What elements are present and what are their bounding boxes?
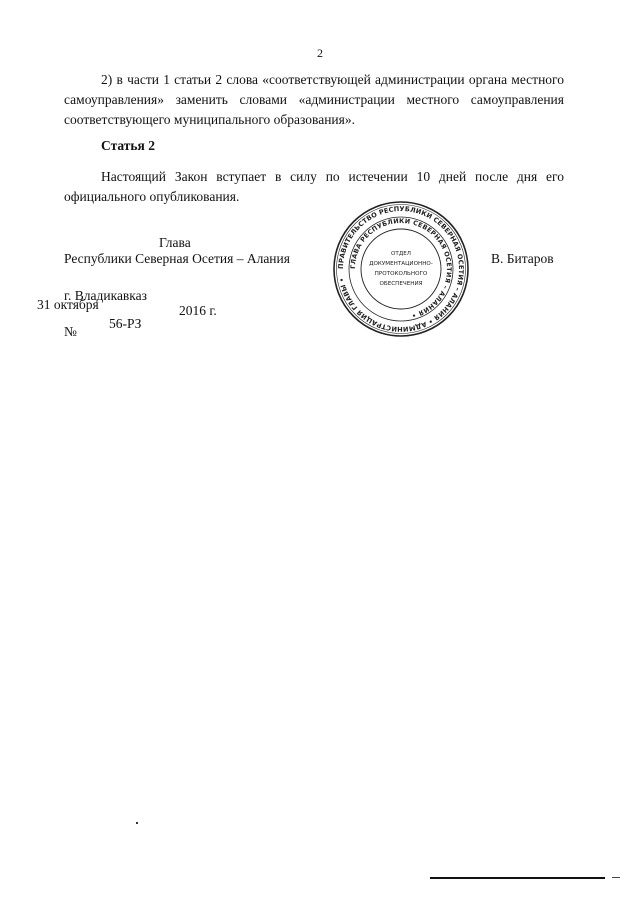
date-day: 31 октября <box>37 297 99 312</box>
amendment-paragraph: 2) в части 1 статьи 2 слова «соответствующей администрации органа местного самоуправления» заменить словами «администрации местного самоуправления соответствующего муниципального образования». <box>64 72 564 127</box>
signatory-name: В. Битаров <box>491 251 554 266</box>
seal-outer-text: ПРАВИТЕЛЬСТВО РЕСПУБЛИКИ СЕВЕРНАЯ ОСЕТИЯ – АЛАНИЯ • АДМИНИСТРАЦИЯ ГЛАВЫ • <box>336 204 466 334</box>
svg-text:ГЛАВА РЕСПУБЛИКИ СЕВЕРНАЯ ОСЕТ <box>349 217 453 320</box>
number-sign: № <box>64 324 77 339</box>
law-number: 56-РЗ <box>109 316 142 331</box>
scan-artifact-dot <box>136 822 138 824</box>
date-year: 2016 г. <box>179 303 217 318</box>
seal-center-line: ОТДЕЛ <box>391 251 411 257</box>
footer-rule <box>430 877 605 879</box>
page-number: 2 <box>317 46 323 60</box>
official-seal <box>331 199 471 339</box>
seal-center-line: ДОКУМЕНТАЦИОННО- <box>369 261 433 267</box>
city: г. Владикавказ <box>64 288 147 303</box>
seal-center-line: ПРОТОКОЛЬНОГО <box>374 271 428 277</box>
signature-position: Республики Северная Осетия – Алания <box>64 251 290 266</box>
seal-inner-text: ГЛАВА РЕСПУБЛИКИ СЕВЕРНАЯ ОСЕТИЯ – АЛАНИЯ • <box>348 216 454 320</box>
article-paragraph: Настоящий Закон вступает в силу по истечении 10 дней после дня его официального опубликования. <box>64 169 564 204</box>
seal-center-line: ОБЕСПЕЧЕНИЯ <box>379 281 423 287</box>
footer-dash <box>612 877 620 878</box>
article-heading: Статья 2 <box>101 138 155 153</box>
signature-title: Глава <box>159 235 191 250</box>
